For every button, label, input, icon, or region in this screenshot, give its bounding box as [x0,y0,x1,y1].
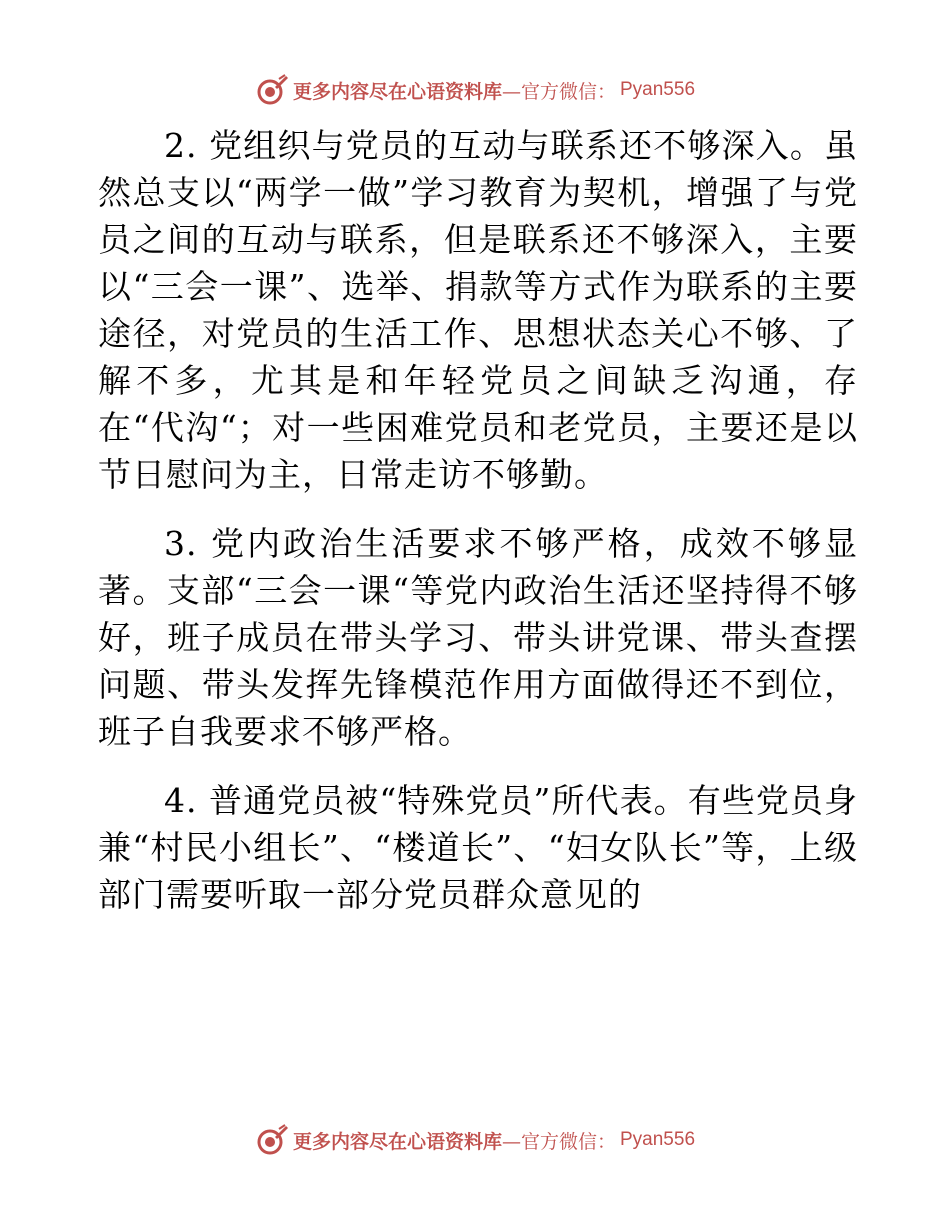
watermark-separator: —官方微信： [501,80,616,103]
paragraph: 4. 普通党员被“特殊党员”所代表。有些党员身兼“村民小组长”、“楼道长”、“妇女队长”等，上级部门需要听取一部分党员群众意见的 [98,781,858,914]
quill-seal-icon [255,73,289,107]
document-body [98,122,858,940]
watermark-wechat-id: Pyan556 [620,79,696,100]
paragraph: 3. 党内政治生活要求不够严格，成效不够显著。支部“三会一课“等党内政治生活还坚持得不够好，班子成员在带头学习、带头讲党课、带头查摆问题、带头发挥先锋模范作用方面做得还不到位，班子自我要求不够严格。 [98,524,858,751]
watermark-wechat-id: Pyan556 [620,1129,696,1150]
quill-seal-icon [255,1123,289,1157]
header-watermark [0,70,950,110]
watermark-text: 更多内容尽在心语资料库 [292,1130,502,1153]
watermark-text: 更多内容尽在心语资料库 [292,80,502,103]
paragraph: 2. 党组织与党员的互动与联系还不够深入。虽然总支以“两学一做”学习教育为契机，增强了与党员之间的互动与联系，但是联系还不够深入，主要以“三会一课”、选举、捐款等方式作为联系的主要途径，对党员的生活工作、思想状态关心不够、了解不多，尤其是和年轻党员之间缺乏沟通，存在“代沟“；对一些困难党员和老党员，主要还是以节日慰问为主，日常走访不够勤。 [98,126,858,494]
watermark-separator: —官方微信： [501,1130,616,1153]
footer-watermark [0,1120,950,1160]
